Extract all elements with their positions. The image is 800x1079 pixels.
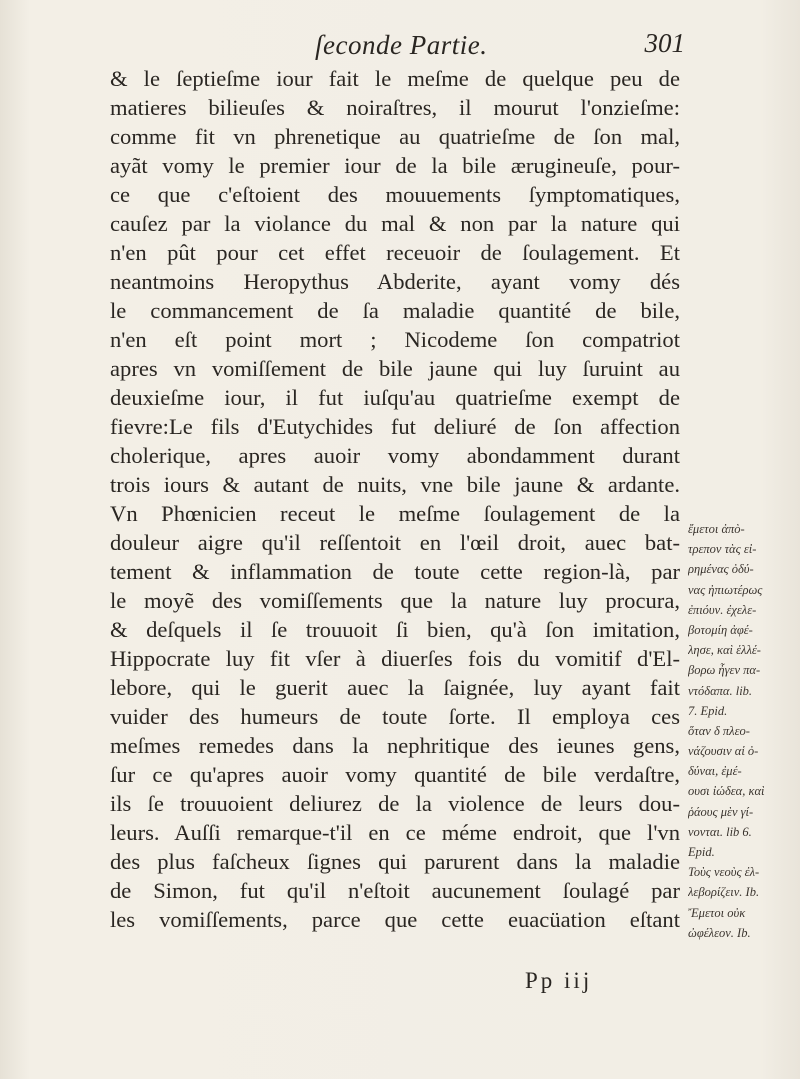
text-line: n'en eſt point mort ; Nicodeme ſon compatriot bbox=[110, 327, 680, 352]
text-line: le commancement de ſa maladie quantité de bile, bbox=[110, 298, 680, 323]
marginal-note-line: Τοὺς νεοὺς ἐλ- bbox=[688, 865, 760, 880]
text-line: Hippocrate luy fit vſer à diuerſes fois du vomitif d'El- bbox=[110, 646, 680, 671]
marginal-note-line: ουσι ἰώδεα, καὶ bbox=[688, 784, 765, 799]
text-line: douleur aigre qu'il reſſentoit en l'œil droit, auec bat- bbox=[110, 530, 680, 555]
text-line: matieres bilieuſes & noiraſtres, il mourut l'onzieſme: bbox=[110, 95, 680, 120]
main-text-column bbox=[110, 64, 680, 934]
text-line: ce que c'eſtoient des mouuements ſymptomatiques, bbox=[110, 182, 680, 207]
signature-mark: Pp iij bbox=[525, 968, 593, 993]
page-number: 301 bbox=[644, 28, 685, 58]
text-line: fievre:Le fils d'Eutychides fut deliuré de ſon affection bbox=[110, 414, 680, 439]
marginal-note-line: Ἔμετοι οὐκ bbox=[688, 905, 746, 920]
page-header bbox=[110, 30, 685, 66]
marginal-note-line: 7. Epid. bbox=[688, 703, 728, 718]
text-line: apres vn vomiſſement de bile jaune qui luy ſuruint au bbox=[110, 356, 680, 381]
marginal-note-line: νονται. lib 6. bbox=[688, 824, 752, 839]
text-line: Vn Phœnicien receut le meſme ſoulagement de la bbox=[110, 501, 680, 526]
marginal-note-line: τρεπον τὰς εἰ- bbox=[688, 542, 757, 557]
marginal-note-line: ρημένας ὀδύ- bbox=[688, 562, 754, 577]
marginal-notes bbox=[688, 519, 784, 943]
text-line: comme fit vn phrenetique au quatrieſme de ſon mal, bbox=[110, 124, 680, 149]
marginal-note-line: βοτομίη ἀφέ- bbox=[688, 622, 753, 637]
text-line: lebore, qui le guerit auec la ſaignée, luy ayant fait bbox=[110, 675, 680, 700]
marginal-note-line: ἔμετοι ἀπὸ- bbox=[688, 522, 745, 536]
text-line: ſur ce qu'apres auoir vomy quantité de bile verdaſtre, bbox=[110, 762, 680, 787]
marginal-note-line: νας ἠπιωτέρως bbox=[688, 582, 763, 597]
text-line: cauſez par la violance du mal & non par la nature qui bbox=[110, 211, 680, 236]
marginal-note-line: Epid. bbox=[688, 845, 715, 859]
text-line: neantmoins Heropythus Abderite, ayant vomy dés bbox=[110, 269, 680, 294]
marginal-note-line: ἐπιόυν. ἐχελε- bbox=[688, 602, 757, 617]
marginal-note-line: δύναι, ἐμέ- bbox=[688, 764, 742, 779]
marginal-note-line: ντόδαπα. lib. bbox=[688, 683, 753, 698]
text-line: ils ſe trouuoient deliurez de la violence de leurs dou- bbox=[110, 791, 680, 816]
text-line: vuider des humeurs de toute ſorte. Il employa ces bbox=[110, 704, 680, 729]
text-line: & deſquels il ſe trouuoit ſi bien, qu'à ſon imitation, bbox=[110, 617, 680, 642]
text-line: des plus faſcheux ſignes qui parurent dans la maladie bbox=[110, 849, 680, 874]
running-title: ſeconde Partie. bbox=[315, 30, 488, 60]
marginal-note-line: ῥάους μὲν γί- bbox=[688, 804, 754, 819]
marginal-note-line: νάζουσιν αἱ ὀ- bbox=[688, 744, 759, 759]
text-line: tement & inflammation de toute cette region-là, par bbox=[110, 559, 680, 584]
text-line: & le ſeptieſme iour fait le meſme de quelque peu de bbox=[110, 66, 680, 91]
marginal-note-line: βορω ἦγεν πα- bbox=[688, 663, 761, 678]
text-line: le moyẽ des vomiſſements que la nature luy procura, bbox=[110, 588, 680, 613]
text-line: de Simon, fut qu'il n'eſtoit aucunement ſoulagé par bbox=[110, 878, 680, 903]
marginal-note-line: ὠφέλεον. Ib. bbox=[688, 925, 751, 940]
text-line: ayãt vomy le premier iour de la bile ærugineuſe, pour- bbox=[110, 153, 680, 178]
text-line: les vomiſſements, parce que cette euacüation eſtant bbox=[110, 907, 680, 932]
text-line: n'en pût pour cet effet receuoir de ſoulagement. Et bbox=[110, 240, 680, 265]
marginal-note-line: ὅταν δ πλεο- bbox=[688, 723, 750, 738]
text-line: trois iours & autant de nuits, vne bile jaune & ardante. bbox=[110, 472, 680, 497]
text-line: cholerique, apres auoir vomy abondamment durant bbox=[110, 443, 680, 468]
marginal-note-line: λεβορίζειν. Ib. bbox=[688, 885, 760, 900]
text-line: deuxieſme iour, il fut iuſqu'au quatrieſme exempt de bbox=[110, 385, 680, 410]
text-line: leurs. Auſſi remarque-t'il en ce méme endroit, que l'vn bbox=[110, 820, 680, 845]
marginal-note-line: λησε, καὶ ἑλλέ- bbox=[688, 643, 761, 658]
text-line: meſmes remedes dans la nephritique des ieunes gens, bbox=[110, 733, 680, 758]
